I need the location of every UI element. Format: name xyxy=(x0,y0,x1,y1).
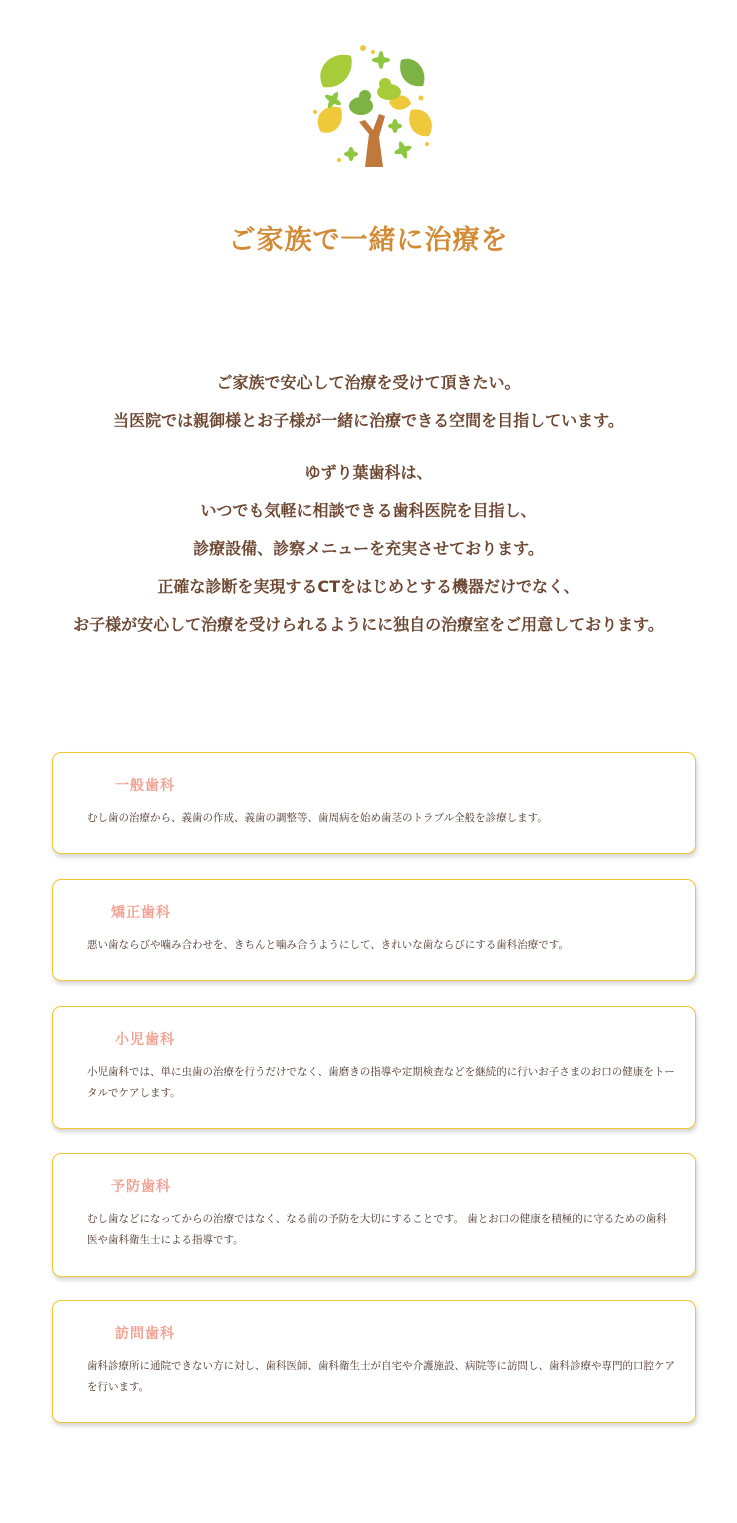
service-title: 小児歯科 xyxy=(115,1032,175,1048)
intro-line: お子様が安心して治療を受けられるようにに独自の治療室をご用意しております。 xyxy=(73,615,664,634)
service-title: 訪問歯科 xyxy=(115,1326,175,1342)
service-description: むし歯などになってからの治療ではなく、なる前の予防を大切にすることです。 歯とお口の健康を積極的に守るための歯科医や歯科衛生士による指導です。 xyxy=(87,1213,667,1246)
service-description: 小児歯科では、単に虫歯の治療を行うだけでなく、歯磨きの指導や定期検査などを継続的に行いお子さまのお口の健康をトータルでケアします。 xyxy=(87,1066,675,1099)
service-card-preventive xyxy=(52,1153,696,1277)
page-title: ご家族で一緒に治療を xyxy=(228,225,509,256)
service-title: 一般歯科 xyxy=(115,778,175,794)
service-card-general xyxy=(52,752,696,854)
service-description: むし歯の治療から、義歯の作成、義歯の調整等、歯周病を始め歯茎のトラブル全般を診療します。 xyxy=(87,812,548,824)
service-title: 予防歯科 xyxy=(111,1179,171,1195)
intro-text xyxy=(0,364,737,644)
intro-line: ご家族で安心して治療を受けて頂きたい。 xyxy=(216,373,521,392)
intro-line: いつでも気軽に相談できる歯科医院を目指し、 xyxy=(200,501,537,520)
tree-logo-icon xyxy=(303,42,443,172)
service-card-pediatric xyxy=(52,1006,696,1129)
clinic-logo xyxy=(303,42,443,172)
service-description: 歯科診療所に通院できない方に対し、歯科医師、歯科衛生士が自宅や介護施設、病院等に訪問し、歯科診療や専門的口腔ケアを行います。 xyxy=(87,1360,675,1393)
service-card-home-visit xyxy=(52,1300,696,1423)
intro-line: 正確な診断を実現するCTをはじめとする機器だけでなく、 xyxy=(157,577,580,596)
intro-line: ゆずり葉歯科は、 xyxy=(304,463,433,482)
service-description: 悪い歯ならびや噛み合わせを、きちんと噛み合うようにして、きれいな歯ならびにする歯科治療です。 xyxy=(87,939,569,951)
service-card-orthodontics xyxy=(52,879,696,981)
intro-line: 診療設備、診察メニューを充実させております。 xyxy=(193,539,544,558)
intro-line: 当医院では親御様とお子様が一緒に治療できる空間を目指しています。 xyxy=(113,411,624,430)
service-title: 矯正歯科 xyxy=(111,905,171,921)
